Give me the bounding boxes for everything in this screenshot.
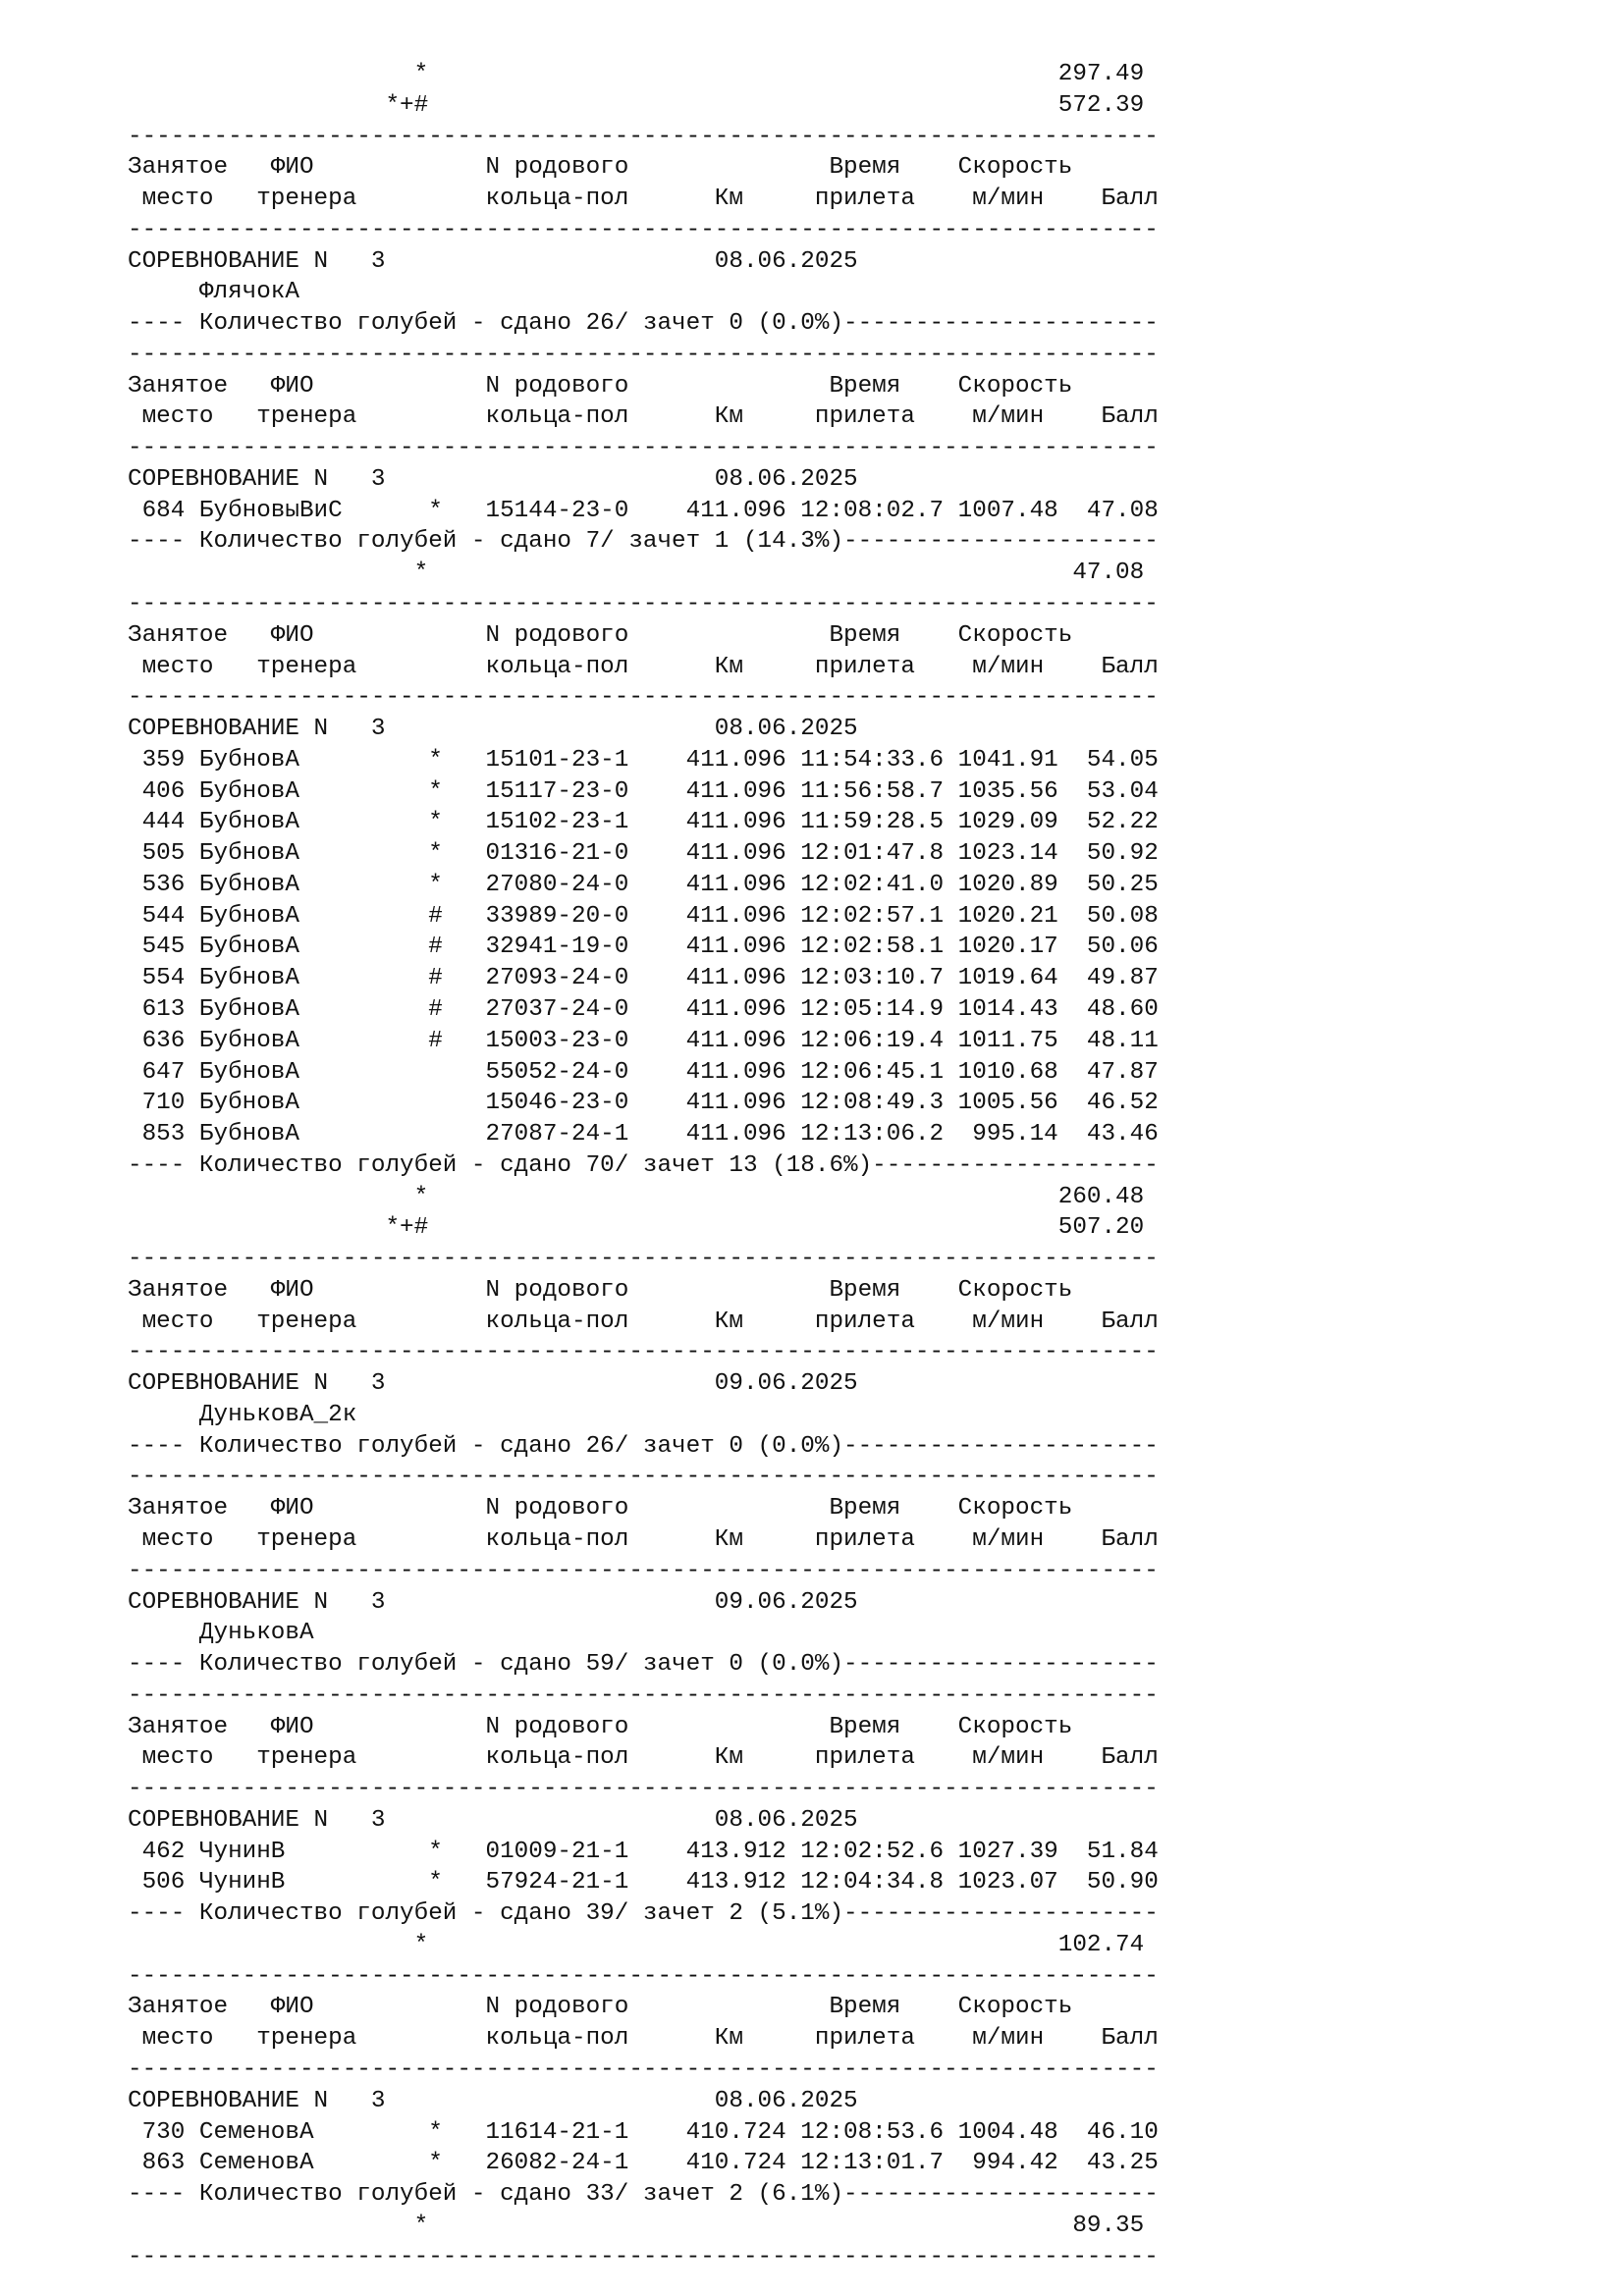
result-row: 359 БубновА * 15101-23-1 411.096 11:54:33.6 1041.91 54.05 xyxy=(128,746,1159,774)
pigeon-count-summary: ---- Количество голубей - сдано 26/ зачет 0 (0.0%)---------------------- xyxy=(128,310,1159,338)
column-header-row-1: Занятое ФИО N родового Время Скорость xyxy=(128,154,1073,182)
pigeon-count-summary: ---- Количество голубей - сдано 70/ зачет 13 (18.6%)-------------------- xyxy=(128,1151,1159,1179)
subtotal-star-plus-hash-line: *+# 572.39 xyxy=(128,91,1145,119)
pigeon-count-summary: ---- Количество голубей - сдано 39/ зачет 2 (5.1%)---------------------- xyxy=(128,1900,1159,1928)
competition-title: СОРЕВНОВАНИЕ N 3 08.06.2025 xyxy=(128,1806,858,1834)
result-row: 406 БубновА * 15117-23-0 411.096 11:56:58.7 1035.56 53.04 xyxy=(128,777,1159,805)
separator-line: ------------------------------------------------------------------------ xyxy=(128,435,1159,462)
result-row: 554 БубновА # 27093-24-0 411.096 12:03:10.7 1019.64 49.87 xyxy=(128,965,1159,992)
column-header-row-2: место тренера кольца-пол Км прилета м/мин Балл xyxy=(128,653,1159,680)
separator-line: ------------------------------------------------------------------------ xyxy=(128,1246,1159,1273)
competition-title: СОРЕВНОВАНИЕ N 3 09.06.2025 xyxy=(128,1588,858,1616)
pigeon-count-summary: ---- Количество голубей - сдано 26/ зачет 0 (0.0%)---------------------- xyxy=(128,1432,1159,1460)
result-row: 853 БубновА 27087-24-1 411.096 12:13:06.2 995.14 43.46 xyxy=(128,1121,1159,1148)
result-row: 444 БубновА * 15102-23-1 411.096 11:59:28.5 1029.09 52.22 xyxy=(128,809,1159,836)
pigeon-count-summary: ---- Количество голубей - сдано 7/ зачет 1 (14.3%)---------------------- xyxy=(128,528,1159,556)
result-row: 730 СеменовА * 11614-21-1 410.724 12:08:53.6 1004.48 46.10 xyxy=(128,2118,1159,2146)
result-row: 647 БубновА 55052-24-0 411.096 12:06:45.1 1010.68 47.87 xyxy=(128,1058,1159,1086)
column-header-row-1: Занятое ФИО N родового Время Скорость xyxy=(128,372,1073,400)
column-header-row-2: место тренера кольца-пол Км прилета м/мин Балл xyxy=(128,1744,1159,1772)
separator-line: ------------------------------------------------------------------------ xyxy=(128,591,1159,618)
column-header-row-1: Занятое ФИО N родового Время Скорость xyxy=(128,1713,1073,1740)
result-row: 863 СеменовА * 26082-24-1 410.724 12:13:01.7 994.42 43.25 xyxy=(128,2150,1159,2177)
separator-line: ------------------------------------------------------------------------ xyxy=(128,1464,1159,1491)
result-row: 636 БубновА # 15003-23-0 411.096 12:06:19.4 1011.75 48.11 xyxy=(128,1027,1159,1054)
subtotal-star-line: * 260.48 xyxy=(128,1183,1145,1210)
competition-title: СОРЕВНОВАНИЕ N 3 08.06.2025 xyxy=(128,465,858,493)
separator-line: ------------------------------------------------------------------------ xyxy=(128,2243,1159,2270)
separator-line: ------------------------------------------------------------------------ xyxy=(128,216,1159,243)
separator-line: ------------------------------------------------------------------------ xyxy=(128,684,1159,712)
competition-title: СОРЕВНОВАНИЕ N 3 08.06.2025 xyxy=(128,2087,858,2114)
column-header-row-2: место тренера кольца-пол Км прилета м/мин Балл xyxy=(128,403,1159,431)
column-header-row-2: место тренера кольца-пол Км прилета м/мин Балл xyxy=(128,186,1159,213)
column-header-row-2: место тренера кольца-пол Км прилета м/мин Балл xyxy=(128,1525,1159,1553)
result-row: 684 БубновыВиС * 15144-23-0 411.096 12:08:02.7 1007.48 47.08 xyxy=(128,497,1159,524)
subtotal-star-line: * 102.74 xyxy=(128,1931,1145,1958)
result-row: 544 БубновА # 33989-20-0 411.096 12:02:57.1 1020.21 50.08 xyxy=(128,902,1159,930)
result-row: 613 БубновА # 27037-24-0 411.096 12:05:14.9 1014.43 48.60 xyxy=(128,995,1159,1023)
report-document xyxy=(128,59,1502,2272)
separator-line: ------------------------------------------------------------------------ xyxy=(128,1776,1159,1803)
column-header-row-1: Занятое ФИО N родового Время Скорость xyxy=(128,1276,1073,1304)
subtotal-star-line: * 297.49 xyxy=(128,61,1145,87)
subtotal-star-plus-hash-line: *+# 507.20 xyxy=(128,1214,1145,1242)
separator-line: ------------------------------------------------------------------------ xyxy=(128,123,1159,150)
competition-title: СОРЕВНОВАНИЕ N 3 08.06.2025 xyxy=(128,716,858,743)
column-header-row-2: место тренера кольца-пол Км прилета м/мин Балл xyxy=(128,1308,1159,1335)
separator-line: ------------------------------------------------------------------------ xyxy=(128,1339,1159,1366)
separator-line: ------------------------------------------------------------------------ xyxy=(128,1682,1159,1709)
column-header-row-1: Занятое ФИО N родового Время Скорость xyxy=(128,621,1073,649)
separator-line: ------------------------------------------------------------------------ xyxy=(128,1962,1159,1990)
column-header-row-1: Занятое ФИО N родового Время Скорость xyxy=(128,1994,1073,2021)
competition-title: СОРЕВНОВАНИЕ N 3 08.06.2025 xyxy=(128,247,858,275)
trainer-name: ДуньковА_2к xyxy=(128,1401,357,1428)
separator-line: ------------------------------------------------------------------------ xyxy=(128,2056,1159,2083)
result-row: 462 ЧунинВ * 01009-21-1 413.912 12:02:52.6 1027.39 51.84 xyxy=(128,1838,1159,1865)
subtotal-star-line: * 47.08 xyxy=(128,560,1145,587)
column-header-row-1: Занятое ФИО N родового Время Скорость xyxy=(128,1495,1073,1522)
result-row: 505 БубновА * 01316-21-0 411.096 12:01:47.8 1023.14 50.92 xyxy=(128,840,1159,868)
result-row: 545 БубновА # 32941-19-0 411.096 12:02:58.1 1020.17 50.06 xyxy=(128,934,1159,961)
separator-line: ------------------------------------------------------------------------ xyxy=(128,341,1159,368)
separator-line: ------------------------------------------------------------------------ xyxy=(128,1557,1159,1584)
trainer-name: ФлячокА xyxy=(128,279,299,306)
pigeon-count-summary: ---- Количество голубей - сдано 33/ зачет 2 (6.1%)---------------------- xyxy=(128,2181,1159,2209)
column-header-row-2: место тренера кольца-пол Км прилета м/мин Балл xyxy=(128,2025,1159,2053)
competition-title: СОРЕВНОВАНИЕ N 3 09.06.2025 xyxy=(128,1370,858,1398)
subtotal-star-line: * 89.35 xyxy=(128,2212,1145,2239)
pigeon-count-summary: ---- Количество голубей - сдано 59/ зачет 0 (0.0%)---------------------- xyxy=(128,1651,1159,1679)
trainer-name: ДуньковА xyxy=(128,1620,314,1647)
result-row: 710 БубновА 15046-23-0 411.096 12:08:49.3 1005.56 46.52 xyxy=(128,1090,1159,1117)
result-row: 506 ЧунинВ * 57924-21-1 413.912 12:04:34.8 1023.07 50.90 xyxy=(128,1869,1159,1896)
result-row: 536 БубновА * 27080-24-0 411.096 12:02:41.0 1020.89 50.25 xyxy=(128,871,1159,898)
